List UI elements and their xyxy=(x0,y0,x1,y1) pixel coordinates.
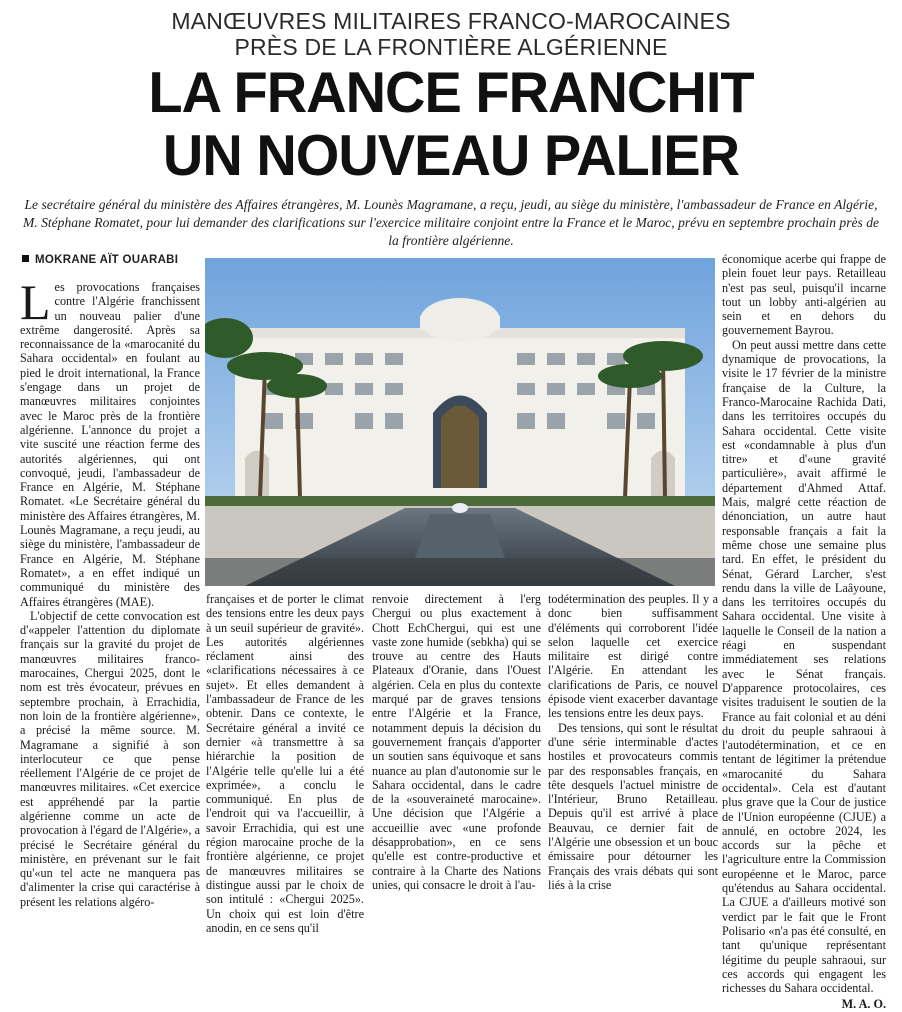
column-1 xyxy=(20,274,200,909)
kicker-line-1: MANŒUVRES MILITAIRES FRANCO-MAROCAINES xyxy=(171,8,731,34)
column-2 xyxy=(206,592,364,935)
paragraph: économique acerbe qui frappe de plein fouet leur pays. Retailleau n'est pas seul, puisqu'il incarne tout un lobby anti-algérien au sein et en dehors du gouvernement Bayrou. xyxy=(722,252,886,338)
ministry-building-photo xyxy=(205,258,715,586)
column-3 xyxy=(372,592,541,892)
square-bullet-icon xyxy=(22,255,29,262)
column-4 xyxy=(548,592,718,892)
column-5 xyxy=(722,252,886,1012)
paragraph: todétermination des peuples. Il y a donc bien suffisamment d'éléments qui corroborent l'idée selon laquelle cet exercice militaire est dirigé contre l'Algérie. En attendant les clarifications de Paris, ce nouvel épisode vient exacerber davantage les tensions entre les deux pays. xyxy=(548,592,718,721)
paragraph: L'objectif de cette convocation est d'«appeler l'attention du diplomate français sur la gravité du projet de manœuvres militaires franco-marocaines, Chergui 2025, dont le nom est très évocateur, prévues en septembre prochain, à Errachidia, non loin de la frontière algérienne», a précisé la même source. M. Magramane a signifié à son interlocuteur ce que pense réellement l'Algérie de ce projet de manœuvres militaires. «Cet exercice est appréhendé par la partie algérienne comme un acte de provocation à l'égard de l'Algérie», a précisé le Secrétaire général du ministère, en prévenant sur le fait qu'«un tel acte ne manquera pas d'alimenter la crise qui caractérise à présent les relations algéro- xyxy=(20,608,200,909)
byline xyxy=(22,254,178,266)
kicker xyxy=(0,8,902,60)
headline-line-1: LA FRANCE FRANCHIT xyxy=(148,59,754,124)
headline xyxy=(0,61,902,187)
paragraph: On peut aussi mettre dans cette dynamique de provocations, la visite le 17 février de la ministre française de la Culture, la Franco-Marocaine Rachida Dati, dans les territoires occupés du Sahara occidental. Cette visite est «condamnable à plus d'un titre» et d'«une gravité particulière», avait affirmé le département d'Ahmed Attaf. Mais, malgré cette réaction de dénonciation, un autre haut responsable français a fait la même chose une semaine plus tard. En effet, le président du Sénat, Gérard Larcher, s'est rendu dans la ville de Laâyoune, dans les territoires occupés du Sahara occidental. Une visite à laquelle le Conseil de la nation a réagi en suspendant immédiatement ses relations avec le Sénat français. D'apparence protocolaires, ces visites traduisent le soutien de la France au fait colonial et au déni du droit du peuple sahraoui à l'autodétermination, et ce en tentant de légitimer la prétendue «marocanité du Sahara occidental». Cela est d'autant plus grave que la Cour de justice de l'Union européenne (CJUE) a annulé, en octobre 2024, les accords sur la pêche et l'agriculture entre la Commission européenne et le Maroc, parce qu'étendus au Sahara occidental. La CJUE a d'ailleurs motivé son verdict par le fait que le Front Polisario «n'a pas été consulté, en tant qu'unique représentant légitime du peuple sahraoui, sur ces accords qui engagent les richesses du Sahara occidental. xyxy=(722,337,886,996)
drop-cap: L xyxy=(20,274,51,330)
kicker-line-2: PRÈS DE LA FRONTIÈRE ALGÉRIENNE xyxy=(234,34,668,60)
author-signature: M. A. O. xyxy=(841,997,886,1012)
author-name: MOKRANE AÏT OUARABI xyxy=(35,254,179,266)
paragraph: Des tensions, qui sont le résultat d'une série interminable d'actes hostiles et provocateurs commis par des responsables français, en tête desquels l'actuel ministre de l'Intérieur, Bruno Retailleau. Depuis qu'il est arrivé à place Beauvau, ce dernier fait de l'Algérie une obsession et un bouc émissaire pour détourner les Français des vrais débats qui sont liés à la crise xyxy=(548,720,718,892)
headline-line-2: UN NOUVEAU PALIER xyxy=(162,122,740,188)
paragraph: françaises et de porter le climat des tensions entre les deux pays à un seuil supérieur de gravité». Les autorités algériennes réclament ainsi des «clarifications nécessaires à ce sujet». Et elles demandent à l'ambassadeur de France de les obtenir. Dans ce contexte, le Secrétaire général a invité ce dernier «à transmettre à sa hiérarchie la position de l'Algérie telle qu'elle lui a été exprimée», a conclu le communiqué. En plus de l'endroit qui va l'accueillir, à savoir Errachidia, qui est une région marocaine proche de la frontière algérienne, ce projet de manœuvres militaires se distingue aussi par le choix de son intitulé : «Chergui 2025». Un choix qui est loin d'être anodin, en ce sens qu'il xyxy=(206,592,364,935)
lead-paragraph: Le secrétaire général du ministère des Affaires étrangères, M. Lounès Magramane, a reçu, jeudi, au siège du ministère, l'ambassadeur de France en Algérie, M. Stéphane Romatet, pour lui demander des clarifications sur l'exercice militaire conjoint entre la France et le Maroc, prévu en septembre prochain près de la frontière algérienne. xyxy=(22,197,880,248)
paragraph: renvoie directement à l'erg Chergui ou plus exactement à Chott EchChergui, qui est une vaste zone humide (sebkha) qui se trouve au centre des Hauts Plateaux d'Oranie, dans l'Ouest algérien. Cela en plus du contexte marqué par de graves tensions entre l'Algérie et la France, notamment depuis la décision du gouvernement français d'apporter un soutien sans équivoque et sans nuance au plan d'autonomie sur le Sahara occidental, dans le cadre de la «souveraineté marocaine». Une décision que l'Algérie a accueillie avec «une profonde désapprobation», en ce sens qu'elle est contre-productive et contraire à la Charte des Nations unies, qui consacre le droit à l'au- xyxy=(372,592,541,892)
paragraph: Les provocations françaises contre l'Algérie franchissent un nouveau palier d'une extrême dangerosité. Après sa reconnaissance de la «marocanité du Sahara occidental» en foulant au pied le droit international, la France s'engage dans un projet de manœuvres militaires conjointes avec le Maroc près de la frontière algérienne. L'annonce du projet a vite suscité une réaction ferme des autorités algériennes, qui ont convoqué, jeudi, l'ambassadeur de France en Algérie, M. Stéphane Romatet. «Le Secrétaire général du ministère des Affaires étrangères, M. Lounès Magramane, a reçu jeudi, au siège du ministère, l'ambassadeur de France en Algérie, M. Stéphane Romatet», a en effet indiqué un communiqué du ministère des Affaires étrangères (MAE). xyxy=(20,274,200,609)
